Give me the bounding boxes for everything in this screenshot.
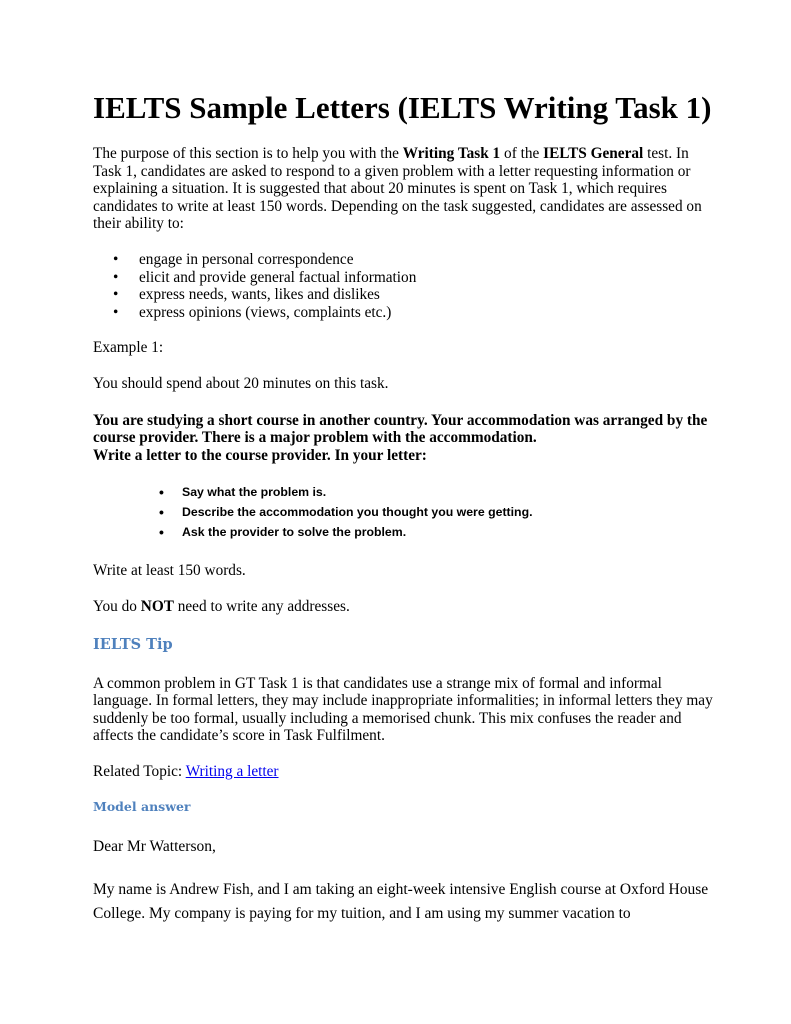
list-item: • Describe the accommodation you thought you were getting. (93, 502, 713, 522)
list-item: • engage in personal correspondence (93, 251, 713, 269)
addresses-bold-not: NOT (140, 597, 174, 615)
example-label: Example 1: (93, 339, 164, 357)
time-instruction: You should spend about 20 minutes on this task. (93, 374, 389, 392)
task-points-list (93, 482, 713, 542)
intro-paragraph (93, 145, 713, 233)
list-item: • Say what the problem is. (93, 482, 713, 502)
intro-text-2: of the (500, 145, 544, 162)
list-item: • Ask the provider to solve the problem. (93, 522, 713, 542)
related-topic (93, 763, 713, 781)
related-topic-label: Related Topic: (93, 762, 186, 780)
list-item: • elicit and provide general factual information (93, 269, 713, 287)
word-count-instruction: Write at least 150 words. (93, 562, 246, 580)
addresses-instruction (93, 598, 713, 616)
tip-heading: IELTS Tip (93, 635, 173, 653)
list-item: • express needs, wants, likes and dislikes (93, 286, 713, 304)
addresses-text-pre: You do (93, 597, 141, 615)
writing-a-letter-link[interactable]: Writing a letter (185, 762, 279, 780)
intro-text-1: The purpose of this section is to help you with the (93, 145, 403, 162)
task-prompt (93, 412, 713, 465)
abilities-list (93, 251, 713, 321)
model-letter (93, 835, 713, 926)
letter-salutation: Dear Mr Watterson, (93, 838, 216, 856)
task-prompt-line-1: You are studying a short course in another country. Your accommodation was arranged by the course provider. There is a major problem with the accommodation. (93, 411, 708, 447)
document-page (93, 88, 713, 926)
intro-text-3: test. In Task 1, candidates are asked to respond to a given problem with a letter requesting information or explaining a situation. It is suggested that about 20 minutes is spent on Task 1, which requires candidates to write at least 150 words. Depending on the task suggested, candidates are assessed on their ability to: (93, 145, 702, 233)
tip-paragraph: A common problem in GT Task 1 is that candidates use a strange mix of formal and informal language. In formal letters, they may include inappropriate informalities; in informal letters they may suddenly be too formal, usually including a memorised chunk. This mix confuses the reader and affects the candidate’s score in Task Fulfilment. (93, 674, 713, 745)
page-title: IELTS Sample Letters (IELTS Writing Task 1) (93, 90, 712, 125)
model-answer-heading: Model answer (93, 799, 191, 815)
letter-paragraph: My name is Andrew Fish, and I am taking an eight-week intensive English course at Oxford House College. My company is paying for my tuition, and I am using my summer vacation to (93, 881, 709, 923)
intro-bold-writing-task: Writing Task 1 (402, 145, 501, 162)
addresses-text-post: need to write any addresses. (173, 597, 350, 615)
list-item: • express opinions (views, complaints etc.) (93, 304, 713, 322)
task-prompt-line-2: Write a letter to the course provider. In your letter: (93, 446, 427, 464)
intro-bold-ielts-general: IELTS General (543, 145, 644, 162)
